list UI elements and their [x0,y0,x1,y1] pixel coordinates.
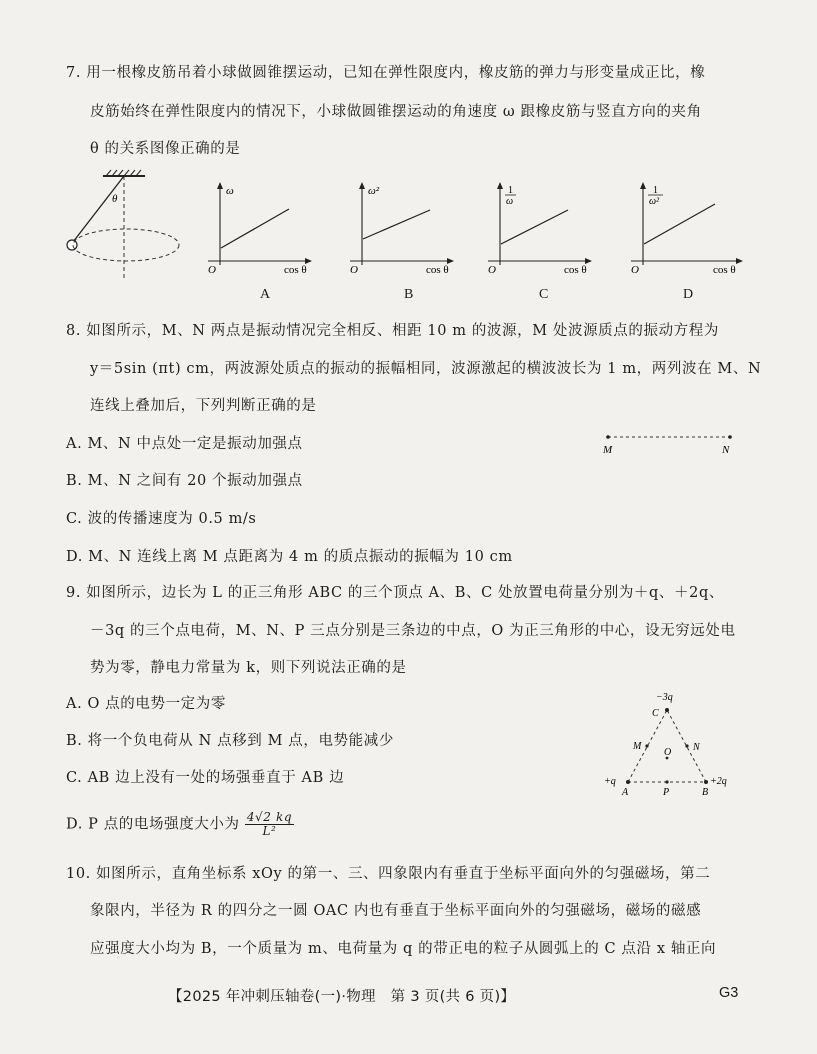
graph-b-label: B [404,287,414,302]
graph-c-label: C [539,287,549,302]
q8-option-b: B. M、N 之间有 20 个振动加强点 [66,473,303,489]
q7-line1: 7. 用一根橡皮筋吊着小球做圆锥摆运动，已知在弹性限度内，橡皮筋的弹力与形变量成正比，橡 [66,65,706,81]
q8-fig-m: M [603,444,613,456]
graph-a [200,180,315,275]
graph-d-label: D [683,287,694,302]
graph-a-label: A [260,287,271,302]
graph-d-ylabel-num: 1 [653,185,658,196]
q9-fig-a-charge: +q [604,776,616,787]
graph-c-xlabel: cos θ [564,264,587,275]
q9-line2: －3q 的三个点电荷，M、N、P 三点分别是三条边的中点，O 为正三角形的中心，设无穷远处电 [90,623,736,639]
graph-c-ylabel-num: 1 [508,185,513,196]
q9-line3: 势为零，静电力常量为 k，则下列说法正确的是 [90,660,407,676]
graph-b-ylabel: ω² [368,185,380,197]
q9-option-d-den: L² [262,824,277,838]
q9-option-c: C. AB 边上没有一处的场强垂直于 AB 边 [66,770,345,786]
graph-b-origin: O [350,264,358,275]
graph-a-xlabel: cos θ [284,264,307,275]
graph-a-origin: O [208,264,216,275]
graph-d-origin: O [631,264,639,275]
conical-pendulum-figure [60,168,190,283]
q10-line1: 10. 如图所示，直角坐标系 xOy 的第一、三、四象限内有垂直于坐标平面向外的匀强磁场，第二 [66,866,711,882]
q8-line1: 8. 如图所示，M、N 两点是振动情况完全相反、相距 10 m 的波源，M 处波源质点的振动方程为 [66,323,719,339]
q9-fig-a: A [622,787,629,798]
theta-label: θ [112,193,118,205]
q7-line2: 皮筋始终在弹性限度内的情况下，小球做圆锥摆运动的角速度 ω 跟橡皮筋与竖直方向的夹角 [90,104,702,120]
q8-option-c: C. 波的传播速度为 0.5 m/s [66,511,257,527]
q9-fig-c: C [652,708,659,719]
q7-line3: θ 的关系图像正确的是 [90,141,241,157]
graph-c [480,180,595,275]
graph-d [623,180,748,275]
q9-fig-c-charge: −3q [656,692,673,703]
q9-option-d-fraction [245,811,294,838]
graph-b [342,180,457,275]
q8-figure [598,428,743,458]
page-code: G3 [719,985,739,1001]
q8-option-d: D. M、N 连线上离 M 点距离为 4 m 的质点振动的振幅为 10 cm [66,549,513,565]
graph-d-ylabel-den: ω² [649,196,660,207]
q9-line1: 9. 如图所示，边长为 L 的正三角形 ABC 的三个顶点 A、B、C 处放置电荷量分别为＋q、＋2q、 [66,585,724,601]
q8-line3: 连线上叠加后，下列判断正确的是 [90,398,317,414]
graph-c-ylabel-den: ω [506,196,514,207]
q8-option-a: A. M、N 中点处一定是振动加强点 [66,436,303,452]
q9-fig-o: O [664,747,672,758]
q9-fig-b-charge: +2q [710,776,727,787]
q9-fig-n: N [693,742,700,753]
graph-c-origin: O [488,264,496,275]
q9-option-b: B. 将一个负电荷从 N 点移到 M 点，电势能减少 [66,733,394,749]
q9-fig-m: M [633,741,642,752]
q9-option-d [66,811,294,838]
q9-fig-b: B [702,787,709,798]
q10-line3: 应强度大小均为 B，一个质量为 m、电荷量为 q 的带正电的粒子从圆弧上的 C 点沿 x 轴正向 [90,941,717,957]
q10-line2: 象限内，半径为 R 的四分之一圆 OAC 内也有垂直于坐标平面向外的匀强磁场，磁场的磁感 [90,903,702,919]
q9-fig-p: P [663,787,670,798]
q9-option-a: A. O 点的电势一定为零 [66,696,226,712]
q9-option-d-prefix: D. P 点的电场强度大小为 [66,816,240,833]
graph-d-xlabel: cos θ [713,264,736,275]
page-footer: 【2025 年冲刺压轴卷(一)·物理 第 3 页(共 6 页)】 [168,989,516,1005]
q9-option-d-num: 4√2 kq [246,810,293,824]
q8-fig-n: N [722,444,730,456]
graph-b-xlabel: cos θ [426,264,449,275]
graph-a-ylabel: ω [226,185,234,197]
q9-triangle-figure [598,688,743,800]
q8-line2: y＝5sin (πt) cm，两波源处质点的振动的振幅相同，波源激起的横波波长为 1 m，两列波在 M、N [90,361,762,377]
